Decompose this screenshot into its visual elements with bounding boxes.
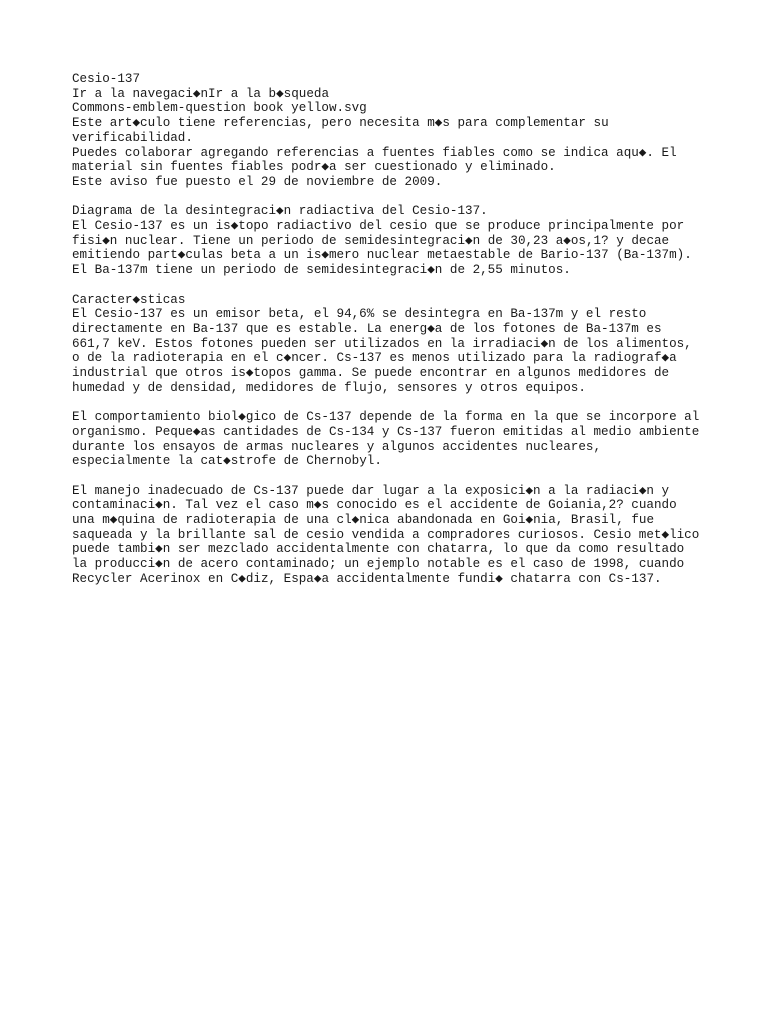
references-notice-line: material sin fuentes fiables podr◆a ser cuestionado y eliminado.	[72, 160, 556, 175]
biological-text-line: El comportamiento biol◆gico de Cs-137 depende de la forma en la que se incorpore al	[72, 410, 700, 425]
intro-paragraph	[72, 204, 712, 278]
characteristics-text-line: o de la radioterapia en el c◆ncer. Cs-137 es menos utilizado para la radiograf◆a	[72, 351, 677, 366]
characteristics-text-line: humedad y de densidad, medidores de flujo, sensores y otros equipos.	[72, 380, 586, 395]
navigation-links-line: Ir a la navegaci◆nIr a la b◆squeda	[72, 86, 330, 101]
handling-text-line: una m◆quina de radioterapia de una cl◆nica abandonada en Goi◆nia, Brasil, fue	[72, 513, 654, 528]
handling-text-line: puede tambi◆n ser mezclado accidentalmente con chatarra, lo que da como resultado	[72, 542, 685, 557]
intro-text-line: fisi◆n nuclear. Tiene un periodo de semidesintegraci◆n de 30,23 a◆os,1? y decae	[72, 233, 670, 248]
intro-text-line: El Ba-137m tiene un periodo de semidesintegraci◆n de 2,55 minutos.	[72, 263, 571, 278]
references-notice-line: verificabilidad.	[72, 130, 193, 145]
handling-text-line: saqueada y la brillante sal de cesio vendida a compradores curiosos. Cesio met◆lico	[72, 527, 700, 542]
article-header-block	[72, 72, 712, 190]
biological-paragraph	[72, 410, 712, 469]
section-heading: Caracter◆sticas	[72, 292, 186, 307]
references-notice-line: Puedes colaborar agregando referencias a fuentes fiables como se indica aqu◆. El	[72, 145, 677, 160]
notice-date-line: Este aviso fue puesto el 29 de noviembre de 2009.	[72, 174, 443, 189]
document-page	[72, 72, 712, 601]
handling-paragraph	[72, 484, 712, 587]
handling-text-line: El manejo inadecuado de Cs-137 puede dar lugar a la exposici◆n a la radiaci◆n y	[72, 483, 670, 498]
handling-text-line: Recycler Acerinox en C◆diz, Espa◆a accidentalmente fundi◆ chatarra con Cs-137.	[72, 571, 662, 586]
article-title: Cesio-137	[72, 72, 141, 86]
characteristics-text-line: industrial que otros is◆topos gamma. Se puede encontrar en algunos medidores de	[72, 366, 670, 381]
characteristics-section	[72, 293, 712, 396]
biological-text-line: especialmente la cat◆strofe de Chernobyl.	[72, 454, 382, 469]
characteristics-text-line: directamente en Ba-137 que es estable. La energ◆a de los fotones de Ba-137m es	[72, 321, 662, 336]
characteristics-text-line: El Cesio-137 es un emisor beta, el 94,6% se desintegra en Ba-137m y el resto	[72, 307, 647, 322]
references-notice-line: Este art◆culo tiene referencias, pero necesita m◆s para complementar su	[72, 116, 609, 131]
biological-text-line: organismo. Peque◆as cantidades de Cs-134 y Cs-137 fueron emitidas al medio ambiente	[72, 424, 700, 439]
emblem-file-name: Commons-emblem-question book yellow.svg	[72, 101, 367, 116]
diagram-caption: Diagrama de la desintegraci◆n radiactiva del Cesio-137.	[72, 204, 488, 219]
handling-text-line: la producci◆n de acero contaminado; un ejemplo notable es el caso de 1998, cuando	[72, 557, 685, 572]
intro-text-line: El Cesio-137 es un is◆topo radiactivo del cesio que se produce principalmente por	[72, 219, 685, 234]
intro-text-line: emitiendo part◆culas beta a un is◆mero nuclear metaestable de Bario-137 (Ba-137m).	[72, 248, 692, 263]
handling-text-line: contaminaci◆n. Tal vez el caso m◆s conocido es el accidente de Goiania,2? cuando	[72, 498, 677, 513]
characteristics-text-line: 661,7 keV. Estos fotones pueden ser utilizados en la irradiaci◆n de los alimentos,	[72, 336, 692, 351]
biological-text-line: durante los ensayos de armas nucleares y algunos accidentes nucleares,	[72, 439, 602, 454]
